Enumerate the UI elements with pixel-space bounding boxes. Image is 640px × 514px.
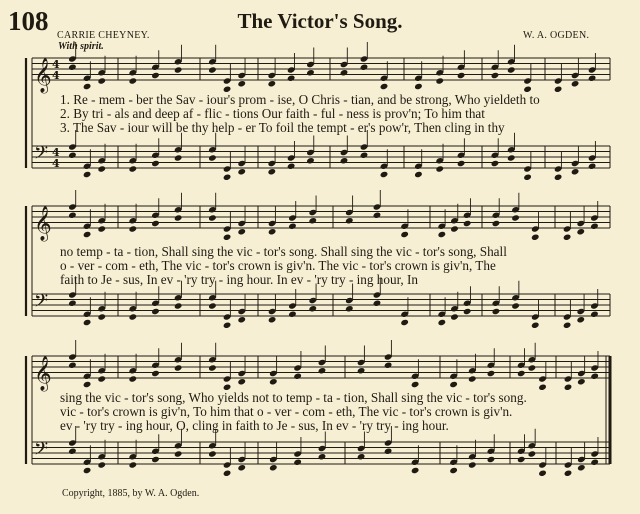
note-head	[563, 322, 572, 329]
note-head	[268, 228, 277, 235]
note-head	[208, 214, 217, 221]
note-head	[487, 370, 496, 377]
note-head	[287, 75, 296, 82]
lyric-line: faith to Je - sus, In ev - 'ry try - ing hour. In ev - 'ry try - ing hour, In	[60, 272, 419, 287]
note-head	[590, 373, 599, 380]
note-head	[414, 83, 423, 90]
note-head	[293, 459, 302, 466]
composer-credit: W. A. OGDEN.	[523, 30, 590, 41]
bass-clef-icon: 𝄢	[34, 439, 49, 464]
note-head	[373, 212, 382, 219]
note-head	[487, 456, 496, 463]
lyric-line: sing the vic - tor's song, Who yields not to temp - ta - tion, Shall sing the vic - tor's song.	[60, 390, 527, 405]
copyright-notice: Copyright, 1885, by W. A. Ogden.	[62, 488, 200, 499]
note-head	[306, 157, 315, 164]
note-head	[268, 316, 277, 323]
note-head	[97, 77, 106, 84]
note-head	[576, 228, 585, 235]
note-head	[68, 448, 77, 455]
note-head	[151, 308, 160, 315]
note-head	[564, 384, 573, 391]
note-head	[340, 69, 349, 76]
note-head	[83, 319, 92, 326]
note-head	[414, 171, 423, 178]
note-head	[463, 220, 472, 227]
lyric-line: 2. By tri - als and deep af - flic - tions Our faith - ful - ness is prov'n; To him that	[60, 106, 485, 121]
note-head	[287, 163, 296, 170]
note-head	[208, 302, 217, 309]
note-head	[507, 154, 516, 161]
note-head	[523, 174, 532, 181]
note-head	[457, 72, 466, 79]
note-head	[538, 384, 547, 391]
time-signature-icon: 4	[52, 146, 60, 159]
note-head	[174, 214, 183, 221]
note-head	[588, 75, 597, 82]
lyric-line: 3. The Sav - iour will be thy help - er To foil the tempt - er's pow'r, Then cling in thy	[60, 120, 505, 135]
note-head	[360, 64, 369, 71]
note-head	[492, 308, 501, 315]
note-head	[68, 212, 77, 219]
note-head	[438, 319, 447, 326]
lyricist-credit: CARRIE CHEYNEY.	[57, 30, 150, 41]
note-head	[449, 467, 458, 474]
note-head	[491, 160, 500, 167]
note-head	[97, 225, 106, 232]
note-head	[174, 450, 183, 457]
note-head	[357, 367, 366, 374]
note-head	[174, 302, 183, 309]
note-head	[577, 464, 586, 471]
treble-clef-icon: 𝄞	[34, 356, 52, 391]
note-head	[237, 316, 246, 323]
note-head	[517, 370, 526, 377]
note-head	[269, 378, 278, 385]
note-head	[288, 311, 297, 318]
note-head	[223, 322, 232, 329]
note-head	[450, 313, 459, 320]
note-head	[83, 231, 92, 238]
note-head	[345, 305, 354, 312]
note-head	[97, 313, 106, 320]
note-head	[554, 86, 563, 93]
note-head	[380, 83, 389, 90]
note-head	[208, 450, 217, 457]
note-head	[357, 453, 366, 460]
note-head	[208, 154, 217, 161]
note-head	[438, 231, 447, 238]
note-head	[531, 322, 540, 329]
note-head	[268, 80, 277, 87]
note-head	[373, 300, 382, 307]
note-head	[380, 171, 389, 178]
note-head	[400, 319, 409, 326]
note-head	[129, 165, 138, 172]
note-head	[306, 69, 315, 76]
note-head	[531, 234, 540, 241]
note-head	[435, 77, 444, 84]
note-head	[384, 448, 393, 455]
note-head	[223, 470, 232, 477]
lyric-line: 1. Re - mem - ber the Sav - iour's prom - ise, O Chris - tian, and be strong, Who yieldeth to	[60, 92, 540, 107]
note-head	[174, 66, 183, 73]
note-head	[83, 171, 92, 178]
note-head	[68, 300, 77, 307]
note-head	[590, 223, 599, 230]
note-head	[563, 234, 572, 241]
note-head	[129, 77, 138, 84]
note-head	[449, 381, 458, 388]
bass-clef-icon: 𝄢	[34, 143, 49, 168]
note-head	[68, 64, 77, 71]
lyric-line: ev - 'ry try - ing hour, O, cling in faith to Je - sus, In ev - 'ry try - ing hour.	[60, 418, 449, 433]
note-head	[528, 364, 537, 371]
note-head	[435, 165, 444, 172]
note-head	[83, 467, 92, 474]
note-head	[268, 168, 277, 175]
note-head	[208, 364, 217, 371]
note-head	[151, 160, 160, 167]
note-head	[237, 168, 246, 175]
note-head	[491, 72, 500, 79]
note-head	[129, 375, 138, 382]
note-head	[411, 467, 420, 474]
note-head	[468, 375, 477, 382]
note-head	[450, 225, 459, 232]
note-head	[517, 456, 526, 463]
note-head	[457, 160, 466, 167]
note-head	[590, 459, 599, 466]
note-head	[538, 470, 547, 477]
note-head	[269, 464, 278, 471]
note-head	[237, 228, 246, 235]
note-head	[468, 461, 477, 468]
note-head	[151, 220, 160, 227]
note-head	[151, 72, 160, 79]
note-head	[129, 461, 138, 468]
note-head	[308, 217, 317, 224]
bass-clef-icon: 𝄢	[34, 291, 49, 316]
note-head	[97, 375, 106, 382]
note-head	[97, 461, 106, 468]
note-head	[288, 223, 297, 230]
hymn-number: 108	[8, 6, 49, 36]
lyric-line: no temp - ta - tion, Shall sing the vic - tor's song. Shall sing the vic - tor's song, Shall	[60, 244, 507, 259]
note-head	[492, 220, 501, 227]
time-signature-icon: 4	[52, 157, 60, 170]
note-head	[97, 165, 106, 172]
note-head	[151, 370, 160, 377]
note-head	[571, 80, 580, 87]
note-head	[463, 308, 472, 315]
note-head	[345, 217, 354, 224]
lyric-line: o - ver - com - eth, The vic - tor's crown is giv'n. The vic - tor's crown is giv'n, The	[60, 258, 496, 273]
note-head	[340, 157, 349, 164]
note-head	[208, 66, 217, 73]
time-signature-icon: 4	[52, 58, 60, 71]
hymn-title: The Victor's Song.	[237, 9, 403, 33]
note-head	[384, 362, 393, 369]
note-head	[318, 367, 327, 374]
note-head	[293, 373, 302, 380]
time-signature-icon: 4	[52, 69, 60, 82]
note-head	[576, 316, 585, 323]
note-head	[554, 174, 563, 181]
note-head	[511, 302, 520, 309]
note-head	[528, 450, 537, 457]
note-head	[360, 152, 369, 159]
note-head	[511, 214, 520, 221]
note-head	[174, 154, 183, 161]
note-head	[223, 174, 232, 181]
note-head	[237, 80, 246, 87]
note-head	[308, 305, 317, 312]
note-head	[151, 456, 160, 463]
note-head	[83, 83, 92, 90]
note-head	[318, 453, 327, 460]
note-head	[571, 168, 580, 175]
note-head	[68, 152, 77, 159]
note-head	[174, 364, 183, 371]
treble-clef-icon: 𝄞	[34, 58, 52, 93]
note-head	[411, 381, 420, 388]
note-head	[83, 381, 92, 388]
note-head	[129, 313, 138, 320]
lyric-line: vic - tor's crown is giv'n, To him that o - ver - com - eth, The vic - tor's crown is giv'n.	[60, 404, 513, 419]
note-head	[129, 225, 138, 232]
note-head	[588, 163, 597, 170]
note-head	[400, 231, 409, 238]
note-head	[237, 378, 246, 385]
note-head	[68, 362, 77, 369]
note-head	[590, 311, 599, 318]
tempo-marking: With spirit.	[58, 41, 104, 52]
note-head	[507, 66, 516, 73]
treble-clef-icon: 𝄞	[34, 206, 52, 241]
note-head	[564, 470, 573, 477]
note-head	[577, 378, 586, 385]
note-head	[237, 464, 246, 471]
note-head	[223, 234, 232, 241]
